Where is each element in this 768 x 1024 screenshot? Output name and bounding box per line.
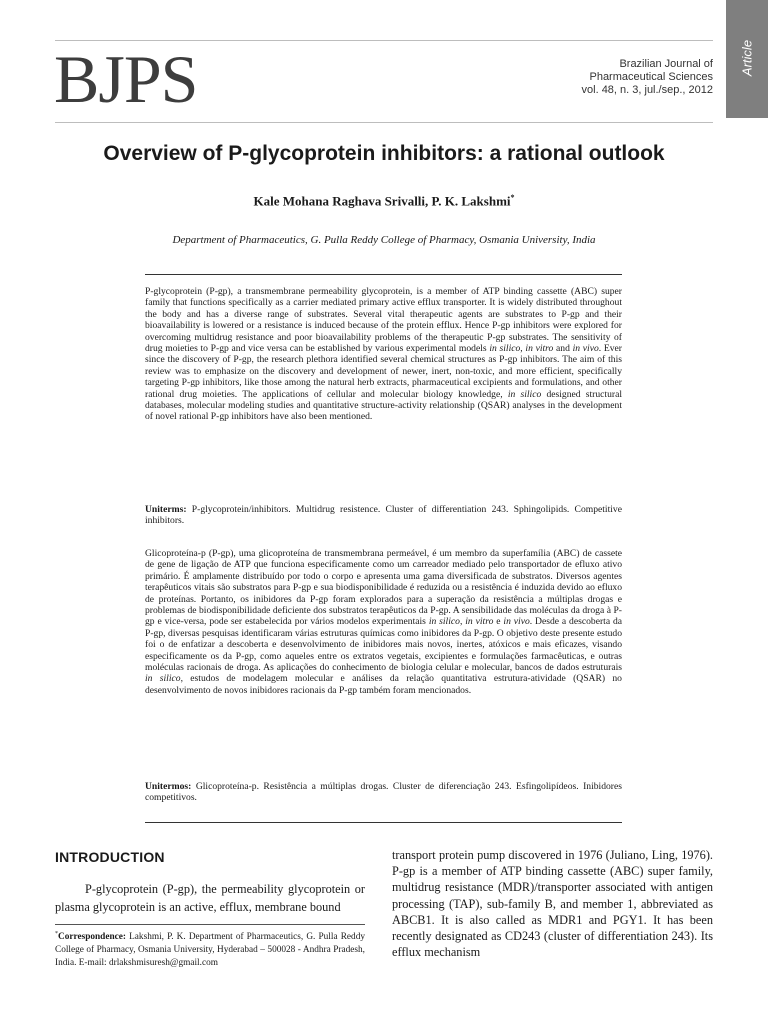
journal-name-line-1: Brazilian Journal of bbox=[619, 58, 713, 70]
abstract-sep-1: , bbox=[520, 343, 526, 355]
unitermos-text: Glicoproteína-p. Resistência a múltiplas drogas. Cluster de diferenciação 243. Esfingolipídeos. Inibidores competitivos. bbox=[145, 781, 622, 804]
abstract-text-c: designed structural databases, molecular modeling studies and quantitative structure-activity relationship (QSAR) analyses in the development of novel rational P-gp inhibitors have also been mentioned. bbox=[145, 388, 622, 423]
abstract-italic-1: in silico bbox=[489, 343, 521, 355]
resumo-text-b: . Desde a descoberta da P-gp, diversas pesquisas identificaram várias estruturas químicas como inibidores da P-gp. O objetivo deste presente estudo foi o de enfatizar a descoberta e desenvolvimento de inibidores mais novos, inertes, atóxicos e mais eficazes, visando especificamente os da P-gp, como aqueles entre os extratos vegetais, excipientes e formulações farmacêuticas, e outras moléculas racionais de droga. As aplicações do conhecimento de biologia celular e molecular, bancos de dados estruturais bbox=[145, 616, 623, 674]
abstract-english bbox=[145, 286, 622, 423]
footnote-text: Lakshmi, P. K. Department of Pharmaceutics, G. Pulla Reddy College of Pharmacy, Osmania University, Hyderabad – 500028 - Andhra Pradesh, India. E-mail: drlakshmisuresh@gmail.com bbox=[55, 932, 365, 969]
abstract-bottom-rule bbox=[145, 822, 622, 823]
abstract-italic-3: in vivo bbox=[572, 343, 599, 355]
footnote-label: Correspondence: bbox=[58, 932, 126, 943]
abstract-italic-4: in silico bbox=[507, 388, 542, 400]
correspondence-footnote bbox=[55, 928, 365, 970]
resumo-italic-3: in vivo bbox=[503, 616, 530, 628]
resumo-italic-4: in silico bbox=[145, 673, 181, 685]
uniterms-text: P-glycoprotein/inhibitors. Multidrug resistence. Cluster of differentiation 243. Sphingolipids. Competitive inhibitors. bbox=[145, 504, 622, 527]
abstract-top-rule bbox=[145, 274, 622, 275]
abstract-italic-2: in vitro bbox=[525, 343, 554, 355]
uniterms-label: Uniterms: bbox=[145, 504, 187, 515]
abstract-text-b: . Ever since the discovery of P-gp, the research plethora identified several chemical structures as P-gp inhibitors. The aim of this review was to emphasize on the discovery and development of newer, inert, non-toxic, and more efficient, specifically targeting P-gp inhibitors, like those among the natural herb extracts, pharmaceutical excipients and formulations, and other rational drug moieties. The applications of cellular and molecular biology knowledge, bbox=[145, 343, 622, 400]
footnote-rule bbox=[55, 924, 365, 925]
header-bottom-rule bbox=[55, 122, 713, 123]
abstract-sep-2: and bbox=[553, 343, 573, 355]
introduction-right-column: transport protein pump discovered in 1976 (Juliano, Ling, 1976). P-gp is a member of ATP binding cassette (ABC) super family, multidrug resistance (MDR)/transporter associated with antigen processing (TAP), sub-family B, and member 1, abbreviated as ABCB1. It is also called as MDR1 and PGY1. It has been recently designated as CD243 (cluster of differentiation 243). Its efflux mechanism bbox=[392, 848, 713, 960]
uniterms bbox=[145, 504, 622, 527]
abstract-portuguese bbox=[145, 548, 622, 696]
unitermos-label: Unitermos: bbox=[145, 781, 192, 792]
journal-volume: vol. 48, n. 3, jul./sep., 2012 bbox=[581, 84, 713, 96]
author-names: Kale Mohana Raghava Srivalli, P. K. Lakshmi bbox=[253, 193, 511, 209]
affiliation: Department of Pharmaceutics, G. Pulla Reddy College of Pharmacy, Osmania University, India bbox=[172, 234, 596, 246]
resumo-italic-2: in vitro bbox=[465, 616, 494, 628]
journal-info bbox=[582, 58, 713, 97]
resumo-text-a: Glicoproteína-p (P-gp), uma glicoproteína de transmembrana permeável, é um membro da superfamília (ABC) de cassete de gene de ligação de ATP que funciona especificamente como um carreador mediado pelo transportador de efluxo ativo primário. É amplamente distribuído por todo o corpo e apresenta uma gama diversificada de substratos. Diversos agentes terapêuticos vitais são substratos para P-gp e sua biodisponibilidade é reduzida ou a resistência é induzida devido ao efluxo de proteínas. Portanto, os inibidores da P-gp foram explorados para a superação da resistência a múltiplas drogas e problemas de biodisponibilidade deficiente dos substratos terapêuticos da P-gp. A sensibilidade das moléculas da droga à P-gp e vice-versa, pode ser estabelecida por vários modelos experimentais bbox=[145, 548, 622, 628]
unitermos bbox=[145, 781, 622, 804]
author-mark: * bbox=[510, 193, 515, 202]
footnote-mark: * bbox=[55, 931, 58, 937]
article-side-tab bbox=[726, 0, 768, 118]
article-label: Article bbox=[739, 39, 755, 77]
introduction-left-column: P-glycoprotein (P-gp), the permeability glycoprotein or plasma glycoprotein is an active, efflux, membrane bound bbox=[55, 882, 365, 914]
resumo-italic-1: in silico bbox=[428, 616, 460, 628]
resumo-sep-1: , bbox=[459, 616, 466, 628]
journal-name-line-2: Pharmaceutical Sciences bbox=[589, 71, 713, 83]
journal-logo: BJPS bbox=[54, 41, 198, 117]
abstract-text-a: P-glycoprotein (P-gp), a transmembrane permeability glycoprotein, is a member of ATP binding cassette (ABC) super family that functions specifically as a carrier mediated primary active efflux transporter. It is widely distributed throughout the body and has a diverse range of substrates. Several vital therapeutic agents are substrates to P-gp and their bioavailability is lowered or a resistance is induced because of the protein efflux. Hence P-gp inhibitors were explored for overcoming multidrug resistance and poor bioavailability problems of the therapeutic P-gp substrates. The sensitivity of drug moieties to P-gp and vice versa can be established by various experimental models bbox=[145, 286, 622, 355]
introduction-heading: INTRODUCTION bbox=[55, 849, 165, 865]
resumo-text-c: , estudos de modelagem molecular e análises da relação quantitativa estrutura-atividade (QSAR) no desenvolvimento de novos inibidores racionais da P-gp também foram mencionados. bbox=[145, 673, 622, 696]
resumo-sep-2: e bbox=[493, 616, 504, 628]
authors bbox=[0, 193, 768, 209]
article-title: Overview of P-glycoprotein inhibitors: a rational outlook bbox=[103, 142, 665, 165]
